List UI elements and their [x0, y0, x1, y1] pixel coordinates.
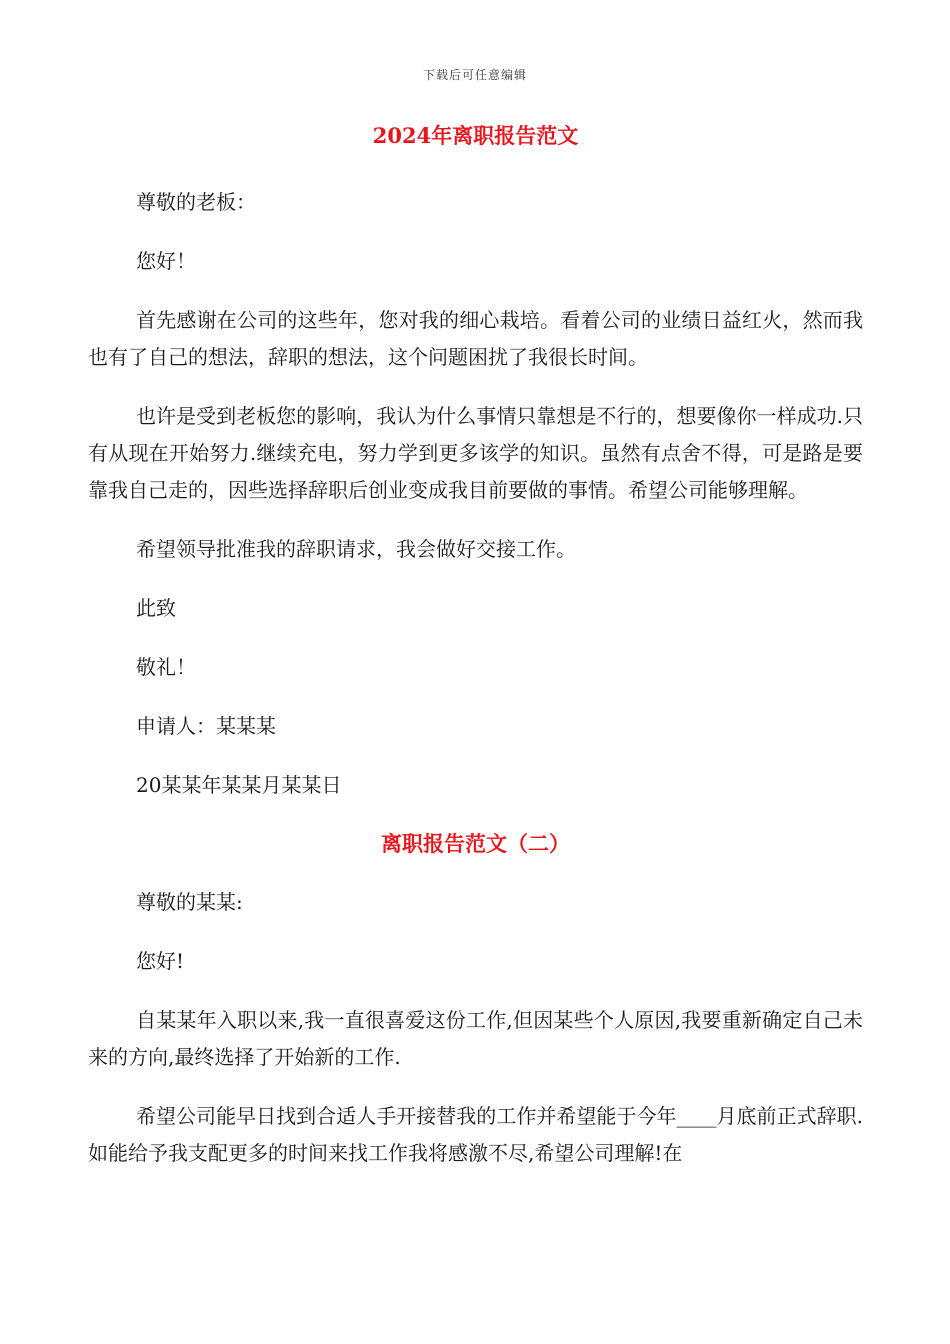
- section1-closing-2: 敬礼！: [136, 655, 196, 679]
- section1-date: 20某某年某某月某某日: [136, 773, 342, 797]
- section2-paragraph-1: 自某某年入职以来,我一直很喜爱这份工作,但因某些个人原因,我要重新确定自己未来的方向,最终选择了开始新的工作.: [88, 1008, 863, 1069]
- page-header: 下载后可任意编辑: [422, 68, 527, 82]
- document-body: [88, 118, 863, 1194]
- section1-paragraph-2: 也许是受到老板您的影响，我认为什么事情只靠想是不行的，想要像你一样成功.只有从现在开始努力.继续充电，努力学到更多该学的知识。虽然有点舍不得，可是路是要靠我自己走的，因些选择辞职后创业变成我目前要做的事情。希望公司能够理解。: [88, 404, 863, 502]
- section2-greeting: 您好!: [136, 949, 185, 973]
- section2-salutation: 尊敬的某某:: [136, 890, 243, 914]
- section1-salutation: 尊敬的老板：: [136, 190, 256, 214]
- section1-closing-1: 此致: [136, 596, 176, 620]
- section1-paragraph-3: 希望领导批准我的辞职请求，我会做好交接工作。: [136, 537, 576, 561]
- section2-paragraph-2: 希望公司能早日找到合适人手开接替我的工作并希望能于今年____月底前正式辞职.如能给予我支配更多的时间来找工作我将感激不尽,希望公司理解!在: [88, 1104, 863, 1165]
- section1-applicant: 申请人：某某某: [136, 714, 276, 738]
- section1-paragraph-1: 首先感谢在公司的这些年，您对我的细心栽培。看着公司的业绩日益红火，然而我也有了自己的想法，辞职的想法，这个问题困扰了我很长时间。: [88, 308, 863, 369]
- section1-title: 2024年离职报告范文: [372, 123, 579, 148]
- section1-greeting: 您好！: [136, 249, 196, 273]
- section2-title: 离职报告范文（二）: [381, 831, 570, 856]
